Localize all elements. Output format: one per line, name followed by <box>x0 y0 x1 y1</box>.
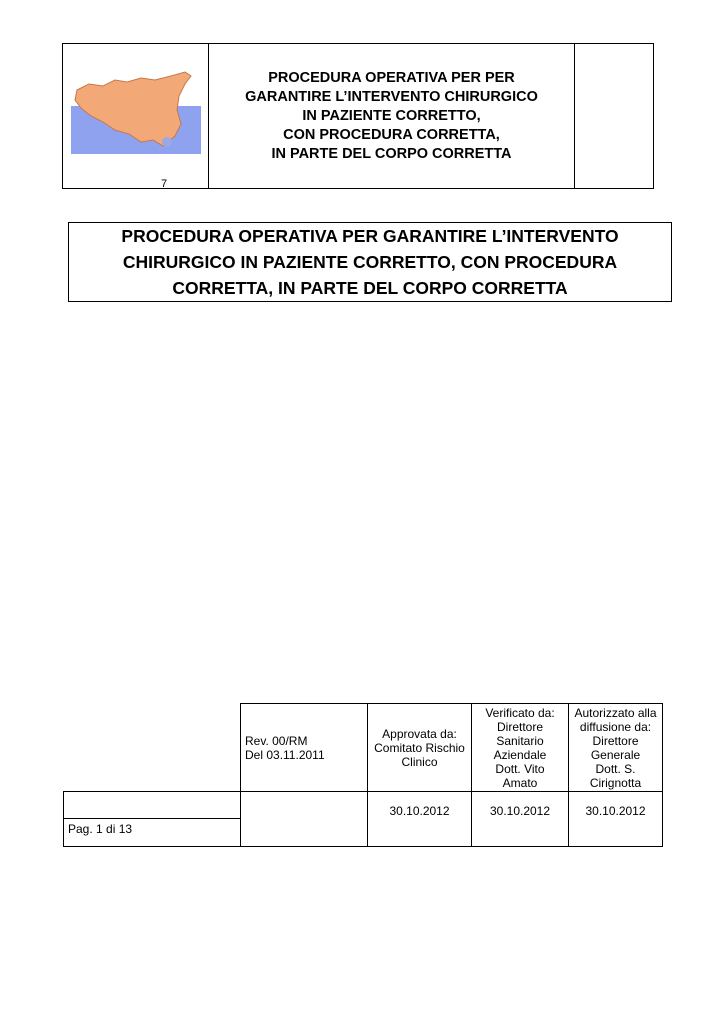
date-approved: 30.10.2012 <box>368 792 472 847</box>
document-title-line: PROCEDURA OPERATIVA PER GARANTIRE L’INTERVENTO <box>121 226 619 246</box>
page-cell-top <box>64 798 240 819</box>
asp-ragusa-logo <box>71 106 201 206</box>
logo-line1: ASP <box>71 175 98 189</box>
header-title-line: CON PROCEDURA CORRETTA, <box>283 126 500 143</box>
document-title-line: CHIRURGICO IN PAZIENTE CORRETTO, CON PROCEDURA <box>122 252 618 272</box>
logo-line2: RAGUSA <box>71 192 127 206</box>
authorized-line: Autorizzato alla <box>574 705 657 720</box>
approved-line: Comitato Rischio <box>374 740 465 755</box>
authorized-line: diffusione da: <box>579 719 652 734</box>
verified-line: Sanitario <box>496 733 544 748</box>
revision-number: Rev. 00/RM <box>245 733 308 748</box>
header-table <box>62 43 654 206</box>
revision-table <box>63 703 663 847</box>
verified-line: Aziendale <box>493 747 547 762</box>
logo-cell <box>63 44 209 206</box>
header-title <box>209 44 575 188</box>
verified-by-cell <box>472 704 569 792</box>
logo-number: 7 <box>161 178 168 190</box>
authorized-line: Cirignotta <box>589 775 642 790</box>
date-verified: 30.10.2012 <box>472 792 569 847</box>
header-title-line: IN PARTE DEL CORPO CORRETTA <box>271 145 512 162</box>
page-number: Pag. 1 di 13 <box>68 822 133 836</box>
sicily-map-icon <box>67 50 207 160</box>
approved-line: Clinico <box>401 754 438 769</box>
approved-by-cell <box>368 704 472 792</box>
authorized-line: Generale <box>590 747 641 762</box>
verified-line: Dott. Vito <box>495 761 545 776</box>
logo-text <box>71 174 127 208</box>
header-empty-cell <box>575 44 653 188</box>
verified-line: Amato <box>502 775 538 790</box>
blank-date-cell <box>241 792 368 847</box>
authorized-line: Dott. S. <box>595 761 636 776</box>
header-title-line: IN PAZIENTE CORRETTO, <box>302 107 481 124</box>
document-title <box>68 222 672 302</box>
authorized-line: Direttore <box>592 733 639 748</box>
revision-cell <box>241 704 368 792</box>
header-title-line: GARANTIRE L’INTERVENTO CHIRURGICO <box>245 88 538 105</box>
date-authorized: 30.10.2012 <box>569 792 663 847</box>
page-cell <box>64 792 241 847</box>
header-title-line: PROCEDURA OPERATIVA PER PER <box>268 69 515 86</box>
revision-date: Del 03.11.2011 <box>245 747 325 762</box>
authorized-by-cell <box>569 704 663 792</box>
document-title-line: CORRETTA, IN PARTE DEL CORPO CORRETTA <box>172 278 568 298</box>
verified-line: Verificato da: <box>485 705 555 720</box>
blank-cell <box>64 704 241 792</box>
approved-line: Approvata da: <box>382 726 457 741</box>
verified-line: Direttore <box>496 719 543 734</box>
